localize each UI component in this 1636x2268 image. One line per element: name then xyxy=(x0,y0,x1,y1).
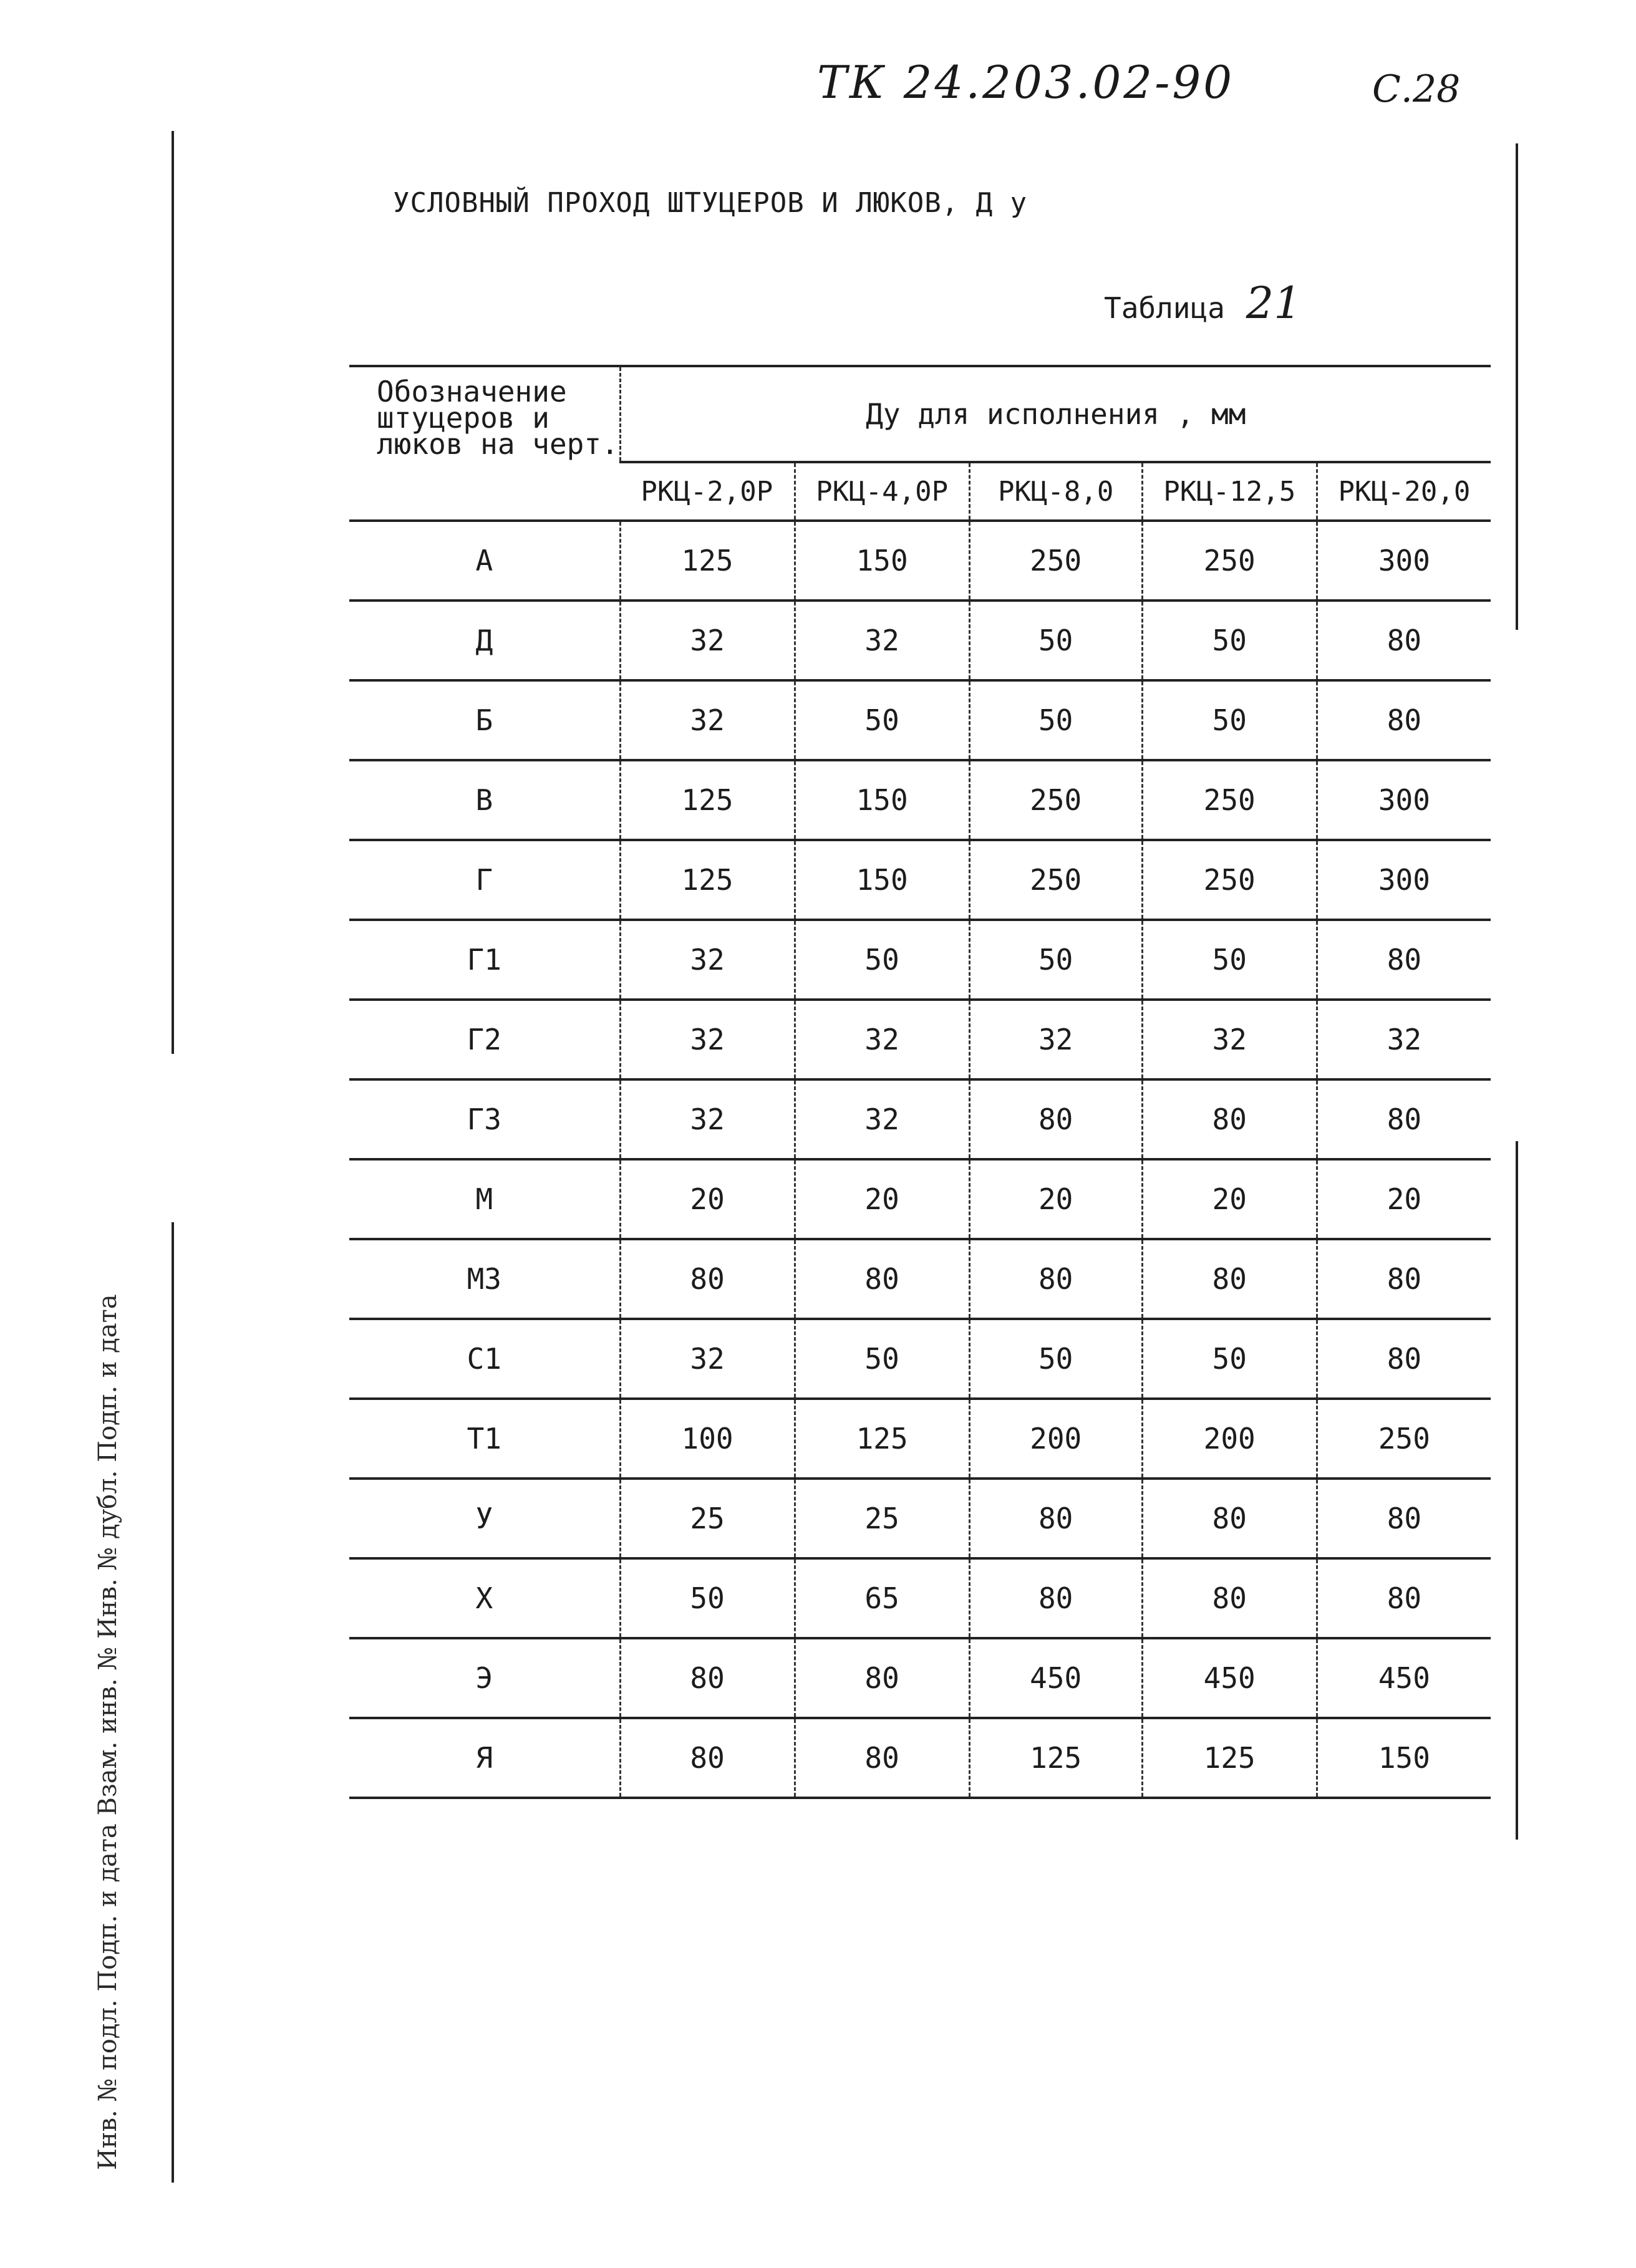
table-row xyxy=(349,1399,1491,1479)
value-cell: 50 xyxy=(1142,920,1317,1000)
value-cell: 125 xyxy=(620,840,795,920)
value-cell: 50 xyxy=(969,601,1142,680)
value-cell: 80 xyxy=(1317,1239,1491,1319)
designation-cell: Э xyxy=(349,1638,620,1718)
table-body xyxy=(349,521,1491,1798)
value-cell: 300 xyxy=(1317,760,1491,840)
column-header: РКЦ-4,0Р xyxy=(795,462,969,521)
designation-cell: Д xyxy=(349,601,620,680)
value-cell: 200 xyxy=(1142,1399,1317,1479)
column-header: РКЦ-20,0 xyxy=(1317,462,1491,521)
column-header: РКЦ-8,0 xyxy=(969,462,1142,521)
table-row xyxy=(349,1718,1491,1798)
value-cell: 125 xyxy=(620,760,795,840)
table-row xyxy=(349,680,1491,760)
value-cell: 250 xyxy=(1142,521,1317,601)
value-cell: 25 xyxy=(620,1479,795,1558)
designation-cell: Г xyxy=(349,840,620,920)
table-row xyxy=(349,1638,1491,1718)
value-cell: 80 xyxy=(1317,920,1491,1000)
table-row xyxy=(349,920,1491,1000)
value-cell: 125 xyxy=(1142,1718,1317,1798)
value-cell: 32 xyxy=(620,601,795,680)
value-cell: 80 xyxy=(1317,1319,1491,1399)
value-cell: 50 xyxy=(795,920,969,1000)
table-row xyxy=(349,1319,1491,1399)
group-header: Ду для исполнения , мм xyxy=(620,366,1491,462)
value-cell: 250 xyxy=(969,521,1142,601)
table-number: 21 xyxy=(1246,277,1302,329)
table-row xyxy=(349,1079,1491,1159)
value-cell: 80 xyxy=(1317,1479,1491,1558)
value-cell: 32 xyxy=(795,601,969,680)
value-cell: 250 xyxy=(969,760,1142,840)
column-header: РКЦ-12,5 xyxy=(1142,462,1317,521)
value-cell: 125 xyxy=(969,1718,1142,1798)
designation-cell: Г3 xyxy=(349,1079,620,1159)
designation-cell: Я xyxy=(349,1718,620,1798)
value-cell: 450 xyxy=(1317,1638,1491,1718)
margin-rule xyxy=(1516,1141,1518,1840)
value-cell: 50 xyxy=(969,1319,1142,1399)
value-cell: 50 xyxy=(795,1319,969,1399)
designation-cell: Г2 xyxy=(349,1000,620,1079)
value-cell: 80 xyxy=(1317,680,1491,760)
value-cell: 80 xyxy=(1317,1079,1491,1159)
table-row xyxy=(349,1558,1491,1638)
table-row xyxy=(349,840,1491,920)
value-cell: 450 xyxy=(969,1638,1142,1718)
value-cell: 32 xyxy=(795,1079,969,1159)
value-cell: 32 xyxy=(1317,1000,1491,1079)
table-row xyxy=(349,1000,1491,1079)
margin-rule xyxy=(172,131,174,1054)
value-cell: 50 xyxy=(1142,680,1317,760)
value-cell: 25 xyxy=(795,1479,969,1558)
value-cell: 50 xyxy=(795,680,969,760)
value-cell: 50 xyxy=(1142,1319,1317,1399)
table-row xyxy=(349,601,1491,680)
value-cell: 250 xyxy=(969,840,1142,920)
value-cell: 50 xyxy=(969,680,1142,760)
table-row xyxy=(349,1239,1491,1319)
margin-rule xyxy=(172,1222,174,2183)
value-cell: 80 xyxy=(620,1239,795,1319)
designation-cell: Х xyxy=(349,1558,620,1638)
designation-cell: Г1 xyxy=(349,920,620,1000)
value-cell: 450 xyxy=(1142,1638,1317,1718)
designation-cell: М3 xyxy=(349,1239,620,1319)
designation-cell: В xyxy=(349,760,620,840)
value-cell: 80 xyxy=(620,1638,795,1718)
value-cell: 80 xyxy=(795,1239,969,1319)
designation-cell: М xyxy=(349,1159,620,1239)
value-cell: 250 xyxy=(1142,840,1317,920)
value-cell: 80 xyxy=(1317,601,1491,680)
value-cell: 80 xyxy=(969,1479,1142,1558)
value-cell: 80 xyxy=(1142,1079,1317,1159)
value-cell: 80 xyxy=(969,1079,1142,1159)
value-cell: 20 xyxy=(969,1159,1142,1239)
value-cell: 80 xyxy=(969,1558,1142,1638)
document-code: ТК 24.203.02-90 xyxy=(817,56,1235,109)
value-cell: 50 xyxy=(620,1558,795,1638)
table-row xyxy=(349,1479,1491,1558)
designation-cell: А xyxy=(349,521,620,601)
value-cell: 20 xyxy=(1142,1159,1317,1239)
value-cell: 80 xyxy=(795,1718,969,1798)
value-cell: 32 xyxy=(620,920,795,1000)
value-cell: 65 xyxy=(795,1558,969,1638)
value-cell: 250 xyxy=(1142,760,1317,840)
margin-stamp xyxy=(69,1110,131,2189)
value-cell: 20 xyxy=(795,1159,969,1239)
value-cell: 80 xyxy=(1142,1239,1317,1319)
value-cell: 80 xyxy=(969,1239,1142,1319)
value-cell: 150 xyxy=(1317,1718,1491,1798)
value-cell: 200 xyxy=(969,1399,1142,1479)
table-label-text: Таблица xyxy=(1104,291,1225,325)
table-row xyxy=(349,521,1491,601)
column-header: РКЦ-2,0Р xyxy=(620,462,795,521)
value-cell: 32 xyxy=(620,1079,795,1159)
value-cell: 80 xyxy=(620,1718,795,1798)
designation-cell: С1 xyxy=(349,1319,620,1399)
designation-header: Обозначение штуцеров и люков на черт. xyxy=(349,366,620,521)
value-cell: 125 xyxy=(620,521,795,601)
value-cell: 150 xyxy=(795,760,969,840)
value-cell: 50 xyxy=(969,920,1142,1000)
diameter-table xyxy=(349,365,1491,1799)
value-cell: 20 xyxy=(1317,1159,1491,1239)
table-row xyxy=(349,760,1491,840)
value-cell: 80 xyxy=(795,1638,969,1718)
page-title: УСЛОВНЫЙ ПРОХОД ШТУЦЕРОВ И ЛЮКОВ, Д у xyxy=(393,187,1028,219)
margin-stamp-text: Инв. № подл. Подп. и дата Взам. инв. № Инв. № дубл. Подп. и дата xyxy=(94,1294,122,2170)
value-cell: 32 xyxy=(620,1319,795,1399)
value-cell: 300 xyxy=(1317,521,1491,601)
value-cell: 100 xyxy=(620,1399,795,1479)
designation-cell: Б xyxy=(349,680,620,760)
value-cell: 32 xyxy=(620,680,795,760)
margin-rule xyxy=(1516,143,1518,630)
value-cell: 80 xyxy=(1142,1479,1317,1558)
designation-cell: У xyxy=(349,1479,620,1558)
value-cell: 80 xyxy=(1142,1558,1317,1638)
value-cell: 300 xyxy=(1317,840,1491,920)
table-row xyxy=(349,1159,1491,1239)
value-cell: 32 xyxy=(620,1000,795,1079)
value-cell: 20 xyxy=(620,1159,795,1239)
value-cell: 32 xyxy=(969,1000,1142,1079)
value-cell: 150 xyxy=(795,521,969,601)
table-label xyxy=(1104,277,1302,329)
value-cell: 125 xyxy=(795,1399,969,1479)
value-cell: 50 xyxy=(1142,601,1317,680)
value-cell: 32 xyxy=(795,1000,969,1079)
value-cell: 80 xyxy=(1317,1558,1491,1638)
value-cell: 32 xyxy=(1142,1000,1317,1079)
value-cell: 150 xyxy=(795,840,969,920)
designation-cell: Т1 xyxy=(349,1399,620,1479)
value-cell: 250 xyxy=(1317,1399,1491,1479)
page-number: С.28 xyxy=(1372,67,1461,111)
